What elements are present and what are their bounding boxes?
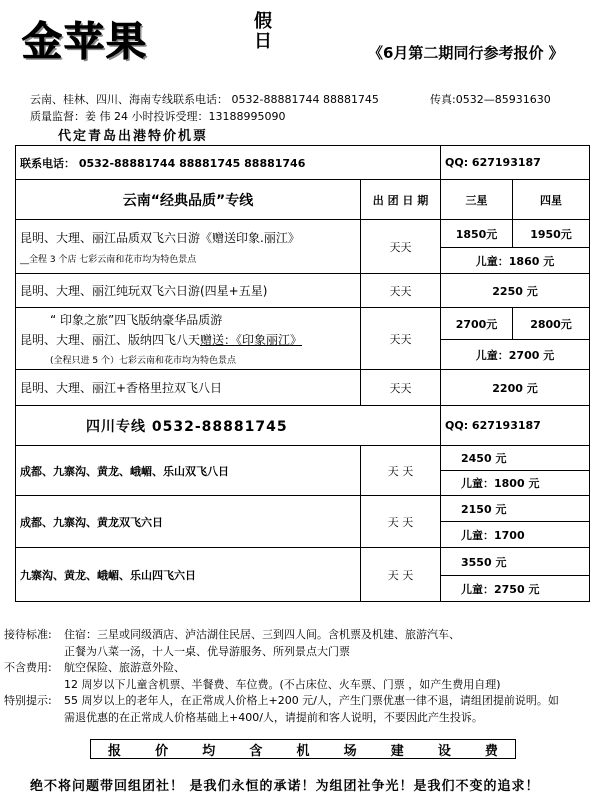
col-departure: 出 团 日 期	[361, 180, 441, 220]
tour-days: 天天	[361, 308, 441, 370]
box-char: 报	[108, 743, 122, 759]
price-4star: 2800元	[513, 308, 590, 340]
col-4star: 四星	[513, 180, 590, 220]
box-char: 费	[484, 743, 498, 759]
tour-note: __全程 3 个店 七彩云南和花市均为特色景点	[20, 254, 197, 265]
notes-section	[4, 627, 559, 726]
supervisor-line: 质量监督：姜 伟 24 小时投诉受理：13188995090	[30, 110, 286, 123]
excluded-text-1: 航空保险、旅游意外险、	[64, 661, 185, 674]
tour-name: 九寨沟、黄龙、峨嵋、乐山四飞六日	[16, 548, 361, 602]
logo-text: 金苹果	[22, 19, 148, 65]
tour-days: 天天	[361, 220, 441, 274]
tour-days: 天天	[361, 370, 441, 406]
airport-fee-box	[90, 739, 516, 759]
tour-price: 2150 元	[441, 496, 590, 522]
child-price: 儿童：1800 元	[441, 471, 590, 496]
box-char: 建	[390, 743, 404, 759]
child-price: 儿童：2700 元	[441, 340, 590, 370]
tour-note: (全程只进 5 个）七彩云南和花市均为特色景点	[50, 356, 236, 366]
quote-title: 《6月第二期同行参考报价 》	[368, 44, 564, 62]
yunnan-section-title: 云南“经典品质”专线	[16, 180, 361, 220]
price-3star: 1850元	[441, 220, 513, 248]
price-3star: 2700元	[441, 308, 513, 340]
box-char: 均	[202, 743, 216, 759]
special-text-1: 55 周岁以上的老年人，在正常成人价格上+200 元/人，产生门票优惠一律不退，请组团提前说明。如	[64, 694, 559, 707]
yunnan-contact: 联系电话： 0532-88881744 88881745 88881746	[16, 146, 441, 180]
sichuan-qq: QQ: 627193187	[441, 406, 590, 446]
tour-cell	[16, 220, 361, 274]
tour-name: 昆明、大理、丽江+香格里拉双飞八日	[16, 370, 361, 406]
tour-days: 天 天	[361, 446, 441, 496]
tour-price: 2250 元	[441, 274, 590, 308]
tour-name-line2: 昆明、大理、丽江、版纳四飞八天赠送：《印象丽江》	[20, 333, 303, 347]
tour-name: 昆明、大理、丽江品质双飞六日游《赠送印象.丽江》	[20, 230, 300, 245]
yunnan-qq: QQ: 627193187	[441, 146, 590, 180]
tour-name: 成都、九寨沟、黄龙、峨嵋、乐山双飞八日	[16, 446, 361, 496]
standard-text-1: 住宿：三星或同级酒店、泸沽湖住民居、三到四人间。含机票及机建、旅游汽车、	[64, 628, 460, 641]
contact-line: 云南、桂林、四川、海南专线联系电话： 0532-88881744 88881745	[30, 93, 379, 106]
tour-price: 2200 元	[441, 370, 590, 406]
box-char: 价	[155, 743, 169, 759]
box-char: 机	[296, 743, 310, 759]
box-char: 设	[437, 743, 451, 759]
box-char: 场	[343, 743, 357, 759]
child-price: 儿童：2750 元	[441, 576, 590, 602]
excluded-text-2: 12 周岁以下儿童含机票、半餐费、车位费。(不占床位、火车票、门票 ，如产生费用自理)	[64, 677, 501, 691]
col-3star: 三星	[441, 180, 513, 220]
tour-days: 天 天	[361, 548, 441, 602]
standard-label: 接待标准:	[4, 628, 52, 641]
special-label: 特别提示:	[4, 694, 52, 707]
tour-name-line1: “ 印象之旅”四飞版纳豪华品质游	[50, 313, 223, 327]
tour-days: 天 天	[361, 496, 441, 548]
tour-name: 昆明、大理、丽江纯玩双飞六日游(四星+五星)	[16, 274, 361, 308]
tour-price: 2450 元	[441, 446, 590, 471]
special-text-2: 需退优惠的在正常成人价格基础上+400/人，请提前和客人说明，不要因此产生投诉。	[64, 710, 483, 724]
box-char: 含	[249, 743, 263, 759]
child-price: 儿童：1700	[441, 522, 590, 548]
excluded-label: 不含费用:	[4, 661, 52, 674]
tour-days: 天天	[361, 274, 441, 308]
logo-side-text: 假日	[254, 11, 272, 52]
fax-number: 传真:0532—85931630	[430, 93, 551, 106]
child-price: 儿童：1860 元	[441, 248, 590, 274]
tour-cell	[16, 308, 361, 370]
tour-gift: 赠送：《印象丽江》	[200, 333, 303, 347]
standard-text-2: 正餐为八菜一汤，十人一桌、优导游服务、所列景点大门票	[64, 644, 350, 658]
price-4star: 1950元	[513, 220, 590, 248]
slogan: 绝不将问题带回组团社！ 是我们永恒的承诺！为组团社争光！是我们不变的追求！	[30, 779, 540, 794]
tour-name: 成都、九寨沟、黄龙双飞六日	[16, 496, 361, 548]
sichuan-title: 四川专线 0532-88881745	[16, 406, 441, 446]
price-table	[15, 145, 590, 602]
ticket-service: 代定青岛出港特价机票	[58, 129, 209, 144]
tour-price: 3550 元	[441, 548, 590, 576]
